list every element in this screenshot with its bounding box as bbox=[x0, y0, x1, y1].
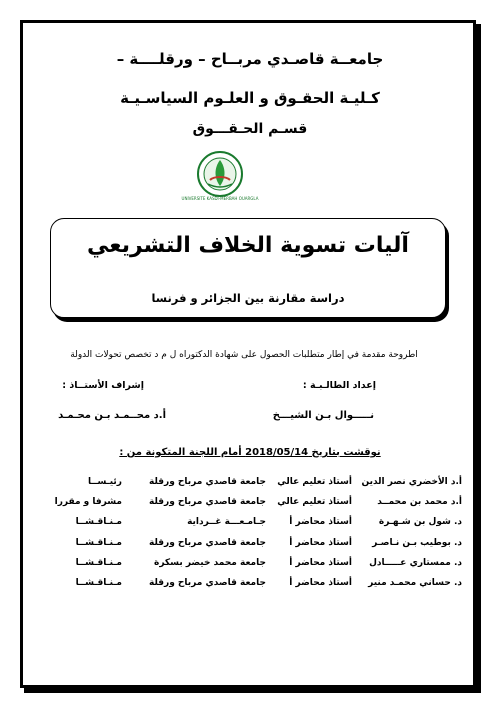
jury-university: جامعة قاصدي مرباح ورقلة bbox=[148, 578, 266, 588]
thesis-statement: اطروحة مقدمة في إطار متطلبات الحصول على شهادة الدكتوراه ل م د تخصص تحولات الدولة bbox=[70, 350, 418, 360]
jury-role: مشرفا و مقررا bbox=[54, 497, 122, 507]
student-name: نـــــوال بـن الشيـــخ bbox=[272, 410, 374, 421]
jury-rank: أستاذ محاضر أ bbox=[289, 517, 352, 527]
border-shadow-bottom bbox=[24, 688, 481, 693]
defense-date-line: نوقشت بتاريخ 2018/05/14 أمام اللجنة المتكونة من : bbox=[119, 447, 381, 458]
thesis-title: آليات تسوية الخلاف التشريعي bbox=[87, 233, 409, 258]
department-name: قسـم الحـقـــوق bbox=[192, 121, 308, 137]
thesis-subtitle: دراسة مقارنة بين الجزائر و فرنسا bbox=[151, 291, 345, 305]
university-emblem-icon bbox=[181, 150, 259, 202]
jury-name: أ.د محمد بن محمــد bbox=[377, 497, 462, 507]
jury-name: أ.د الأخضري نصر الدين bbox=[361, 477, 462, 487]
jury-row bbox=[38, 497, 462, 513]
jury-rank: أستاذ تعليم عالي bbox=[277, 477, 352, 487]
jury-row bbox=[38, 578, 462, 594]
title-box bbox=[50, 218, 446, 318]
jury-role: رئيـســا bbox=[87, 477, 122, 487]
jury-role: مـنـاقـشــا bbox=[75, 578, 122, 588]
university-name: جامعــة قاصـدي مربــاح – ورقلــــة – bbox=[116, 50, 384, 68]
prepared-by-label: إعداد الطالـبـة : bbox=[302, 380, 376, 391]
jury-rank: أستاذ محاضر أ bbox=[289, 538, 352, 548]
supervised-by-label: إشراف الأستــاذ : bbox=[62, 380, 144, 391]
jury-row bbox=[38, 517, 462, 533]
jury-university: جامعة قاصدي مرباح ورقلة bbox=[148, 477, 266, 487]
faculty-name: كـليـة الحقـوق و العلـوم السياسـيـة bbox=[120, 89, 380, 107]
jury-rank: أستاذ محاضر أ bbox=[289, 578, 352, 588]
jury-role: مـنـاقـشــا bbox=[75, 517, 122, 527]
jury-row bbox=[38, 538, 462, 554]
jury-rank: أستاذ تعليم عالي bbox=[277, 497, 352, 507]
jury-university: جـامـعـــة غــرداية bbox=[187, 517, 266, 527]
jury-row bbox=[38, 558, 462, 574]
jury-name: د. شول بن شـهـرة bbox=[378, 517, 462, 527]
jury-role: مـنـاقـشــا bbox=[75, 558, 122, 568]
jury-university: جامعة محمد خيضر بسكرة bbox=[154, 558, 266, 568]
jury-name: د. بوطيب بـن نـاصـر bbox=[372, 538, 462, 548]
jury-university: جامعة قاصدي مرباح ورقلة bbox=[148, 538, 266, 548]
jury-university: جامعة قاصدي مرباح ورقلة bbox=[148, 497, 266, 507]
jury-name: د. حساني محمـد منير bbox=[368, 578, 462, 588]
supervisor-name: أ.د محــمـد بـن محـمـد bbox=[58, 410, 166, 421]
jury-row bbox=[38, 477, 462, 493]
emblem-caption: UNIVERSITE KASDI-MERBAH OUARGLA bbox=[181, 196, 259, 201]
jury-rank: أستاذ محاضر أ bbox=[289, 558, 352, 568]
jury-name: د. ممستاري عـــــادل bbox=[369, 558, 462, 568]
jury-role: مـنـاقـشــا bbox=[75, 538, 122, 548]
